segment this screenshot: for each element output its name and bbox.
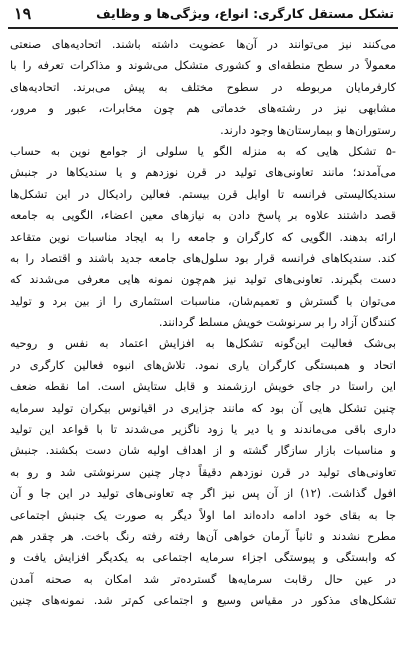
text-line: می‌کنند نیز می‌توانند در آن‌ها عضویت داشته باشند. اتحادیه‌های صنعتی	[10, 38, 396, 51]
text-line: ارائه بدهند. الگویی که کارگران و جامعه را به ایجاد مناسبات نوین متقاعد	[10, 230, 396, 244]
text-line: این راستا در جای خویش ارزشمند و قابل ستایش است. اما نقطه ضعف	[10, 380, 396, 394]
page-number: ۱۹	[14, 4, 32, 23]
text-line: چنین تشکل هایی آن بود که مانند جزایری در اقیانوس بیکران تولید سرمایه	[10, 401, 396, 415]
text-line: که وابستگی و پیوستگی اجزاء سرمایه اجتماعی به یکدیگر افزایش یافت و	[10, 551, 396, 565]
text-line: جا به بقای خود ادامه داده‌اند اما اولاً دیگر به صورت یک جنبش اجتماعی	[10, 508, 396, 522]
text-line: -۵ تشکل هایی که به منزله الگو یا سلولی از جوامع نوین به حساب	[10, 144, 396, 158]
text-line: کارفرمایان مربوطه در سطوح مختلف به پیش می‌برند. اتحادیه‌های	[10, 80, 396, 94]
text-line: در عین حال رقابت سرمایه‌ها گسترده‌تر شد امکان به صحنه آمدن	[10, 572, 396, 586]
text-line: مطرح نشدند و ثانیاً آرمان خواهی آن‌ها رفته رفته رنگ باخت. هر چقدر هم	[10, 529, 396, 543]
text-line: می‌توان با گسترش و تعمیم‌شان، مناسبات استثماری را از بین برد و تولید	[10, 294, 396, 308]
text-line: کنندگان آزاد را بر سرنوشت خویش مسلط گردانند.	[158, 316, 396, 330]
text-line: بی‌شک فعالیت این‌گونه تشکل‌ها به افزایش اعتماد به نفس و روحیه	[10, 337, 396, 351]
header-rule	[8, 27, 398, 29]
body-text	[10, 34, 396, 612]
text-line: قصد داشتند علاوه بر پاسخ دادن به نیازهای معین اعضاء، الگویی به جامعه	[10, 209, 396, 223]
text-line: مشابهی نیز در رشته‌های خدماتی هم چون مخابرات، عبور و مرور،	[10, 102, 396, 116]
text-line: و مناسبات بازار سازگار گشته و از اهداف اولیه شان دست بکشند. جنبش	[10, 444, 396, 458]
text-line: می‌آمدند؛ مانند تعاونی‌های تولید در قرن نوزدهم و یا سندیکاها در جنبش	[10, 166, 396, 180]
text-line: کند. سندیکاهای فرانسه قرار بود سلول‌های جامعه جدید باشند و اقتصاد را به	[10, 251, 396, 265]
page-header	[8, 4, 398, 28]
text-line: سندیکالیستی فرانسه تا اوایل قرن بیستم. فعالین رادیکال در این تشکل‌ها	[10, 187, 396, 201]
running-title: تشکل مستقل کارگری: انواع، ویژگی‌ها و وظایف	[96, 6, 394, 21]
text-line: اتحاد و همبستگی کارگران یاری نمود. تلاش‌های انبوه فعالین کارگری در	[10, 358, 396, 372]
text-line: دست بگیرند. تعاونی‌های تولید نیز هم‌چون نمونه هایی معرفی می‌شدند که	[10, 273, 396, 287]
text-line: افول گذاشت. (۱۲) از آن پس نیز اگر چه تعاونی‌های تولید در این جا و آن	[10, 487, 396, 501]
text-line: رستوران‌ها و بیمارستان‌ها وجود دارند.	[220, 123, 396, 137]
text-line: تشکل‌های مذکور در مقیاس وسیع و اجتماعی کم‌تر شد. نمونه‌های چنین	[10, 594, 396, 608]
text-line: داری باقی می‌ماندند و یا دیر یا زود ناگزیر می‌شدند تا با قواعد این تولید	[10, 423, 396, 437]
text-line: معمولاً در سطح منطقه‌ای و کشوری متشکل می‌شوند و مذاکرات تعرفه را با	[10, 59, 396, 73]
text-line: تعاونی‌های تولید در قرن نوزدهم دقیقاً دچار چنین سرنوشتی شد و رو به	[10, 465, 396, 479]
